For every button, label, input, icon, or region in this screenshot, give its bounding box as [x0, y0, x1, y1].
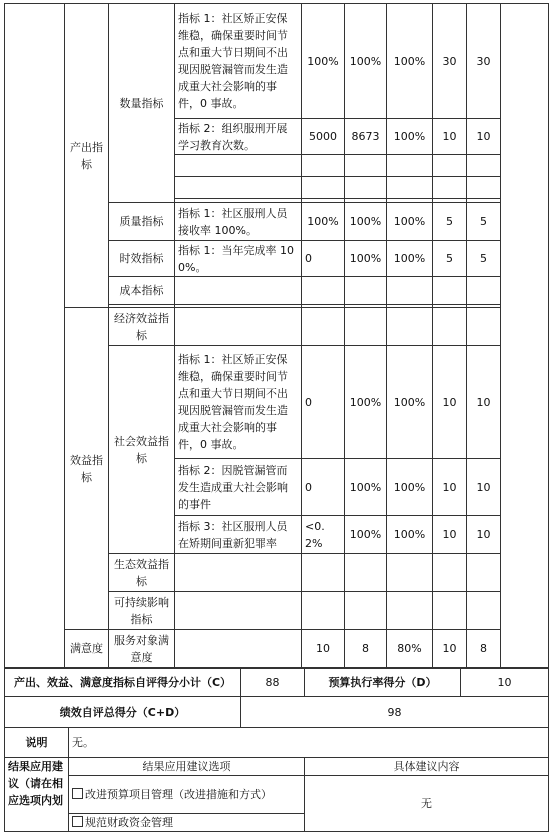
value-cell: 100% — [387, 516, 433, 554]
value-cell: 100% — [387, 241, 433, 277]
satisfaction-section-label: 满意度 — [65, 630, 109, 668]
value-cell: 0 — [302, 346, 345, 459]
indicator-text: 指标 1：社区矫正安保维稳，确保重要时间节点和重大节日期间不出现因脱管漏管而发生造成重大社会影响的事件，0 事故。 — [175, 4, 302, 119]
table-row — [5, 669, 549, 697]
value-cell: 100% — [302, 203, 345, 241]
value-cell: <0.2% — [302, 516, 345, 554]
satisfaction-indicator-label: 服务对象满意度 — [109, 630, 175, 668]
value-cell: 100% — [345, 203, 387, 241]
indicator-table — [4, 3, 549, 668]
total-score-label: 绩效自评总得分（C+D） — [5, 697, 241, 728]
budget-score-label: 预算执行率得分（D） — [305, 669, 461, 697]
value-cell: 30 — [467, 4, 501, 119]
table-row — [5, 630, 549, 668]
table-row — [5, 697, 549, 728]
value-cell: 100% — [345, 459, 387, 516]
value-cell: 10 — [433, 459, 467, 516]
value-cell: 8 — [467, 630, 501, 668]
value-cell: 8 — [345, 630, 387, 668]
table-row — [5, 776, 549, 814]
economic-indicator-label: 经济效益指标 — [109, 308, 175, 346]
value-cell: 100% — [387, 119, 433, 155]
value-cell: 100% — [345, 4, 387, 119]
subtotal-value: 88 — [241, 669, 305, 697]
indicator-text: 指标 1：社区矫正安保维稳，确保重要时间节点和重大节日期间不出现因脱管漏管而发生造成重大社会影响的事件，0 事故。 — [175, 346, 302, 459]
value-cell: 80% — [387, 630, 433, 668]
table-row — [5, 728, 549, 758]
table-row — [5, 758, 549, 776]
value-cell: 10 — [433, 630, 467, 668]
value-cell: 100% — [345, 516, 387, 554]
note-label: 说明 — [5, 728, 69, 758]
table-row — [5, 4, 549, 119]
indicator-text: 指标 2：因脱管漏管而发生造成重大社会影响的事件 — [175, 459, 302, 516]
timeliness-indicator-label: 时效指标 — [109, 241, 175, 277]
spacer-cell — [5, 4, 65, 668]
cost-indicator-label: 成本指标 — [109, 277, 175, 305]
social-indicator-label: 社会效益指标 — [109, 346, 175, 554]
value-cell: 100% — [387, 459, 433, 516]
subtotal-label: 产出、效益、满意度指标自评得分小计（C） — [5, 669, 241, 697]
value-cell: 10 — [433, 346, 467, 459]
value-cell: 0 — [302, 459, 345, 516]
indicator-text: 指标 1：社区服刑人员接收率 100%。 — [175, 203, 302, 241]
value-cell: 10 — [467, 459, 501, 516]
spacer-cell — [501, 4, 549, 668]
value-cell: 10 — [467, 346, 501, 459]
value-cell: 100% — [387, 203, 433, 241]
checkbox-icon[interactable] — [72, 816, 83, 827]
value-cell: 100% — [302, 4, 345, 119]
results-option-2[interactable] — [69, 814, 305, 832]
value-cell: 0 — [302, 241, 345, 277]
results-content-value: 无 — [305, 776, 549, 832]
value-cell: 10 — [467, 516, 501, 554]
benefit-section-label: 效益指标 — [65, 308, 109, 630]
indicator-text: 指标 1：当年完成率 100%。 — [175, 241, 302, 277]
results-side-label: 结果应用建议（请在相应选项内划 — [5, 758, 69, 832]
value-cell: 5000 — [302, 119, 345, 155]
value-cell: 10 — [467, 119, 501, 155]
budget-score-value: 10 — [461, 669, 549, 697]
quantity-indicator-label: 数量指标 — [109, 4, 175, 203]
sustainable-indicator-label: 可持续影响指标 — [109, 592, 175, 630]
table-row — [5, 308, 549, 346]
value-cell: 100% — [345, 346, 387, 459]
output-section-label: 产出指标 — [65, 4, 109, 308]
checkbox-icon[interactable] — [72, 788, 83, 799]
value-cell: 5 — [467, 241, 501, 277]
results-content-header: 具体建议内容 — [305, 758, 549, 776]
option-text: 改进预算项目管理（改进措施和方式） — [85, 788, 272, 801]
value-cell: 100% — [345, 241, 387, 277]
value-cell: 10 — [433, 516, 467, 554]
indicator-text: 指标 2：组织服刑开展学习教育次数。 — [175, 119, 302, 155]
value-cell: 30 — [433, 4, 467, 119]
total-score-value: 98 — [241, 697, 549, 728]
results-option-1[interactable] — [69, 776, 305, 814]
option-text: 规范财政资金管理 — [85, 816, 173, 829]
indicator-text: 指标 3：社区服刑人员在矫期间重新犯罪率 — [175, 516, 302, 554]
value-cell: 5 — [433, 203, 467, 241]
results-options-header: 结果应用建议选项 — [69, 758, 305, 776]
value-cell: 100% — [387, 4, 433, 119]
value-cell: 5 — [433, 241, 467, 277]
value-cell: 10 — [302, 630, 345, 668]
value-cell: 10 — [433, 119, 467, 155]
quality-indicator-label: 质量指标 — [109, 203, 175, 241]
ecological-indicator-label: 生态效益指标 — [109, 554, 175, 592]
value-cell: 5 — [467, 203, 501, 241]
value-cell: 100% — [387, 346, 433, 459]
value-cell: 8673 — [345, 119, 387, 155]
summary-table — [4, 668, 549, 832]
note-value: 无。 — [69, 728, 549, 758]
